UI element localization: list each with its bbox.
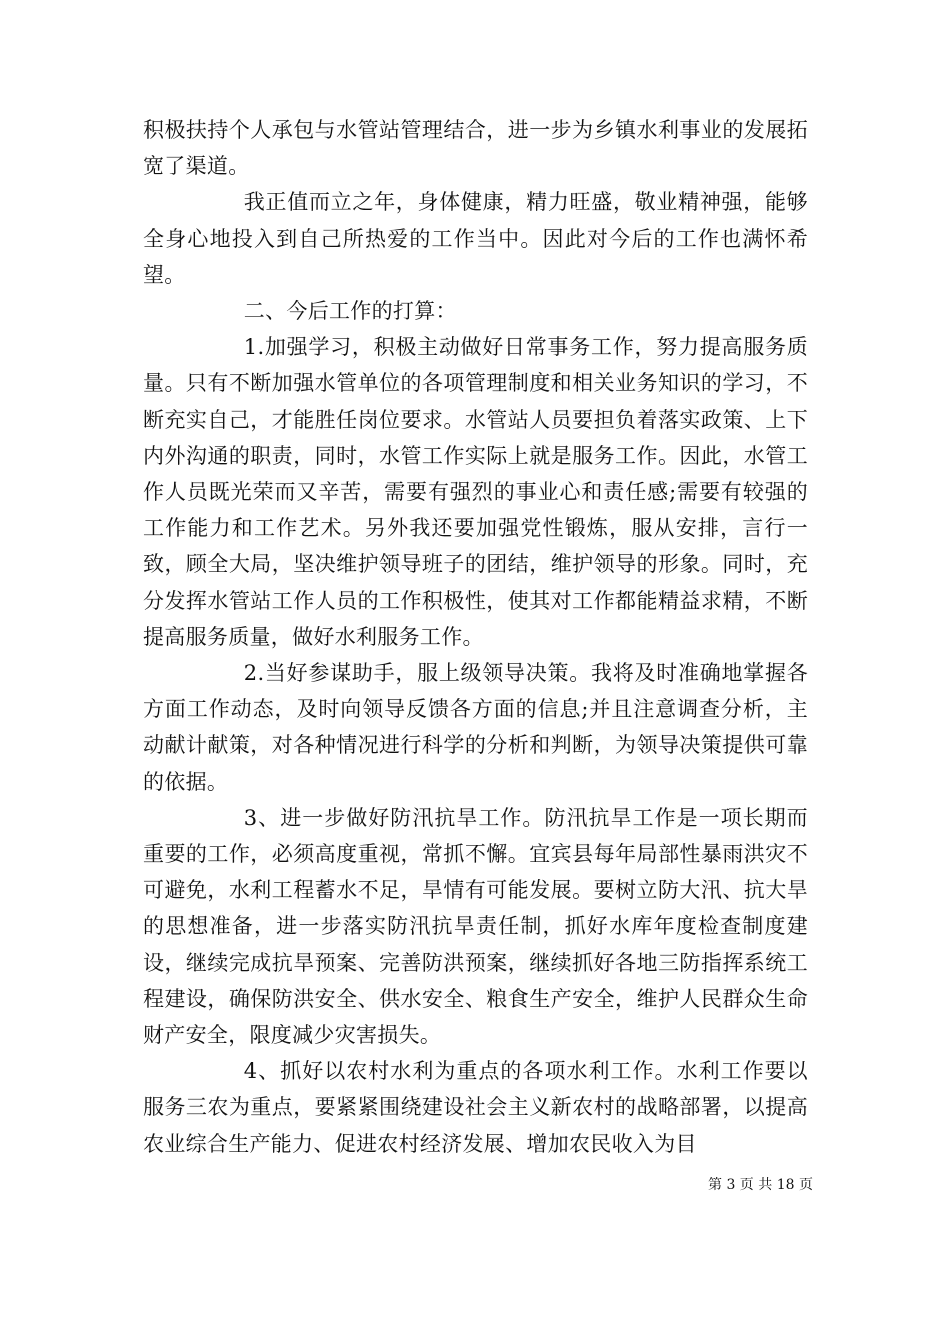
page-number-footer: 第 3 页 共 18 页 [708,1177,813,1193]
paragraph-continuation: 积极扶持个人承包与水管站管理结合，进一步为乡镇水利事业的发展拓宽了渠道。 [143,118,808,179]
paragraph-item-4: 4、抓好以农村水利为重点的各项水利工作。水利工作要以服务三农为重点，要紧紧围绕建设社会主义新农村的战略部署，以提高农业综合生产能力、促进农村经济发展、增加农民收入为目 [143,1059,808,1156]
paragraph-self-assessment: 我正值而立之年，身体健康，精力旺盛，敬业精神强，能够全身心地投入到自己所热爱的工作当中。因此对今后的工作也满怀希望。 [143,190,808,287]
paragraph-item-3: 3、进一步做好防汛抗旱工作。防汛抗旱工作是一项长期而重要的工作，必须高度重视，常抓不懈。宜宾县每年局部性暴雨洪灾不可避免，水利工程蓄水不足，旱情有可能发展。要树立防大汛、抗大旱的思想准备，进一步落实防汛抗旱责任制，抓好水库年度检查制度建设，继续完成抗旱预案、完善防洪预案，继续抓好各地三防指挥系统工程建设，确保防洪安全、供水安全、粮食生产安全，维护人民群众生命财产安全，限度减少灾害损失。 [143,805,808,1048]
paragraph-item-1: 1.加强学习，积极主动做好日常事务工作，努力提高服务质量。只有不断加强水管单位的各项管理制度和相关业务知识的学习，不断充实自己，才能胜任岗位要求。水管站人员要担负着落实政策、上下内外沟通的职责，同时，水管工作实际上就是服务工作。因此，水管工作人员既光荣而又辛苦，需要有强烈的事业心和责任感;需要有较强的工作能力和工作艺术。另外我还要加强党性锻炼，服从安排，言行一致，顾全大局，坚决维护领导班子的团结，维护领导的形象。同时，充分发挥水管站工作人员的工作积极性，使其对工作都能精益求精，不断提高服务质量，做好水利服务工作。 [143,335,808,649]
paragraph-item-2: 2.当好参谋助手，服上级领导决策。我将及时准确地掌握各方面工作动态，及时向领导反馈各方面的信息;并且注意调查分析，主动献计献策，对各种情况进行科学的分析和判断，为领导决策提供可靠的依据。 [143,661,808,794]
document-body [143,112,808,1162]
section-heading-future-plans: 二、今后工作的打算： [243,299,457,324]
